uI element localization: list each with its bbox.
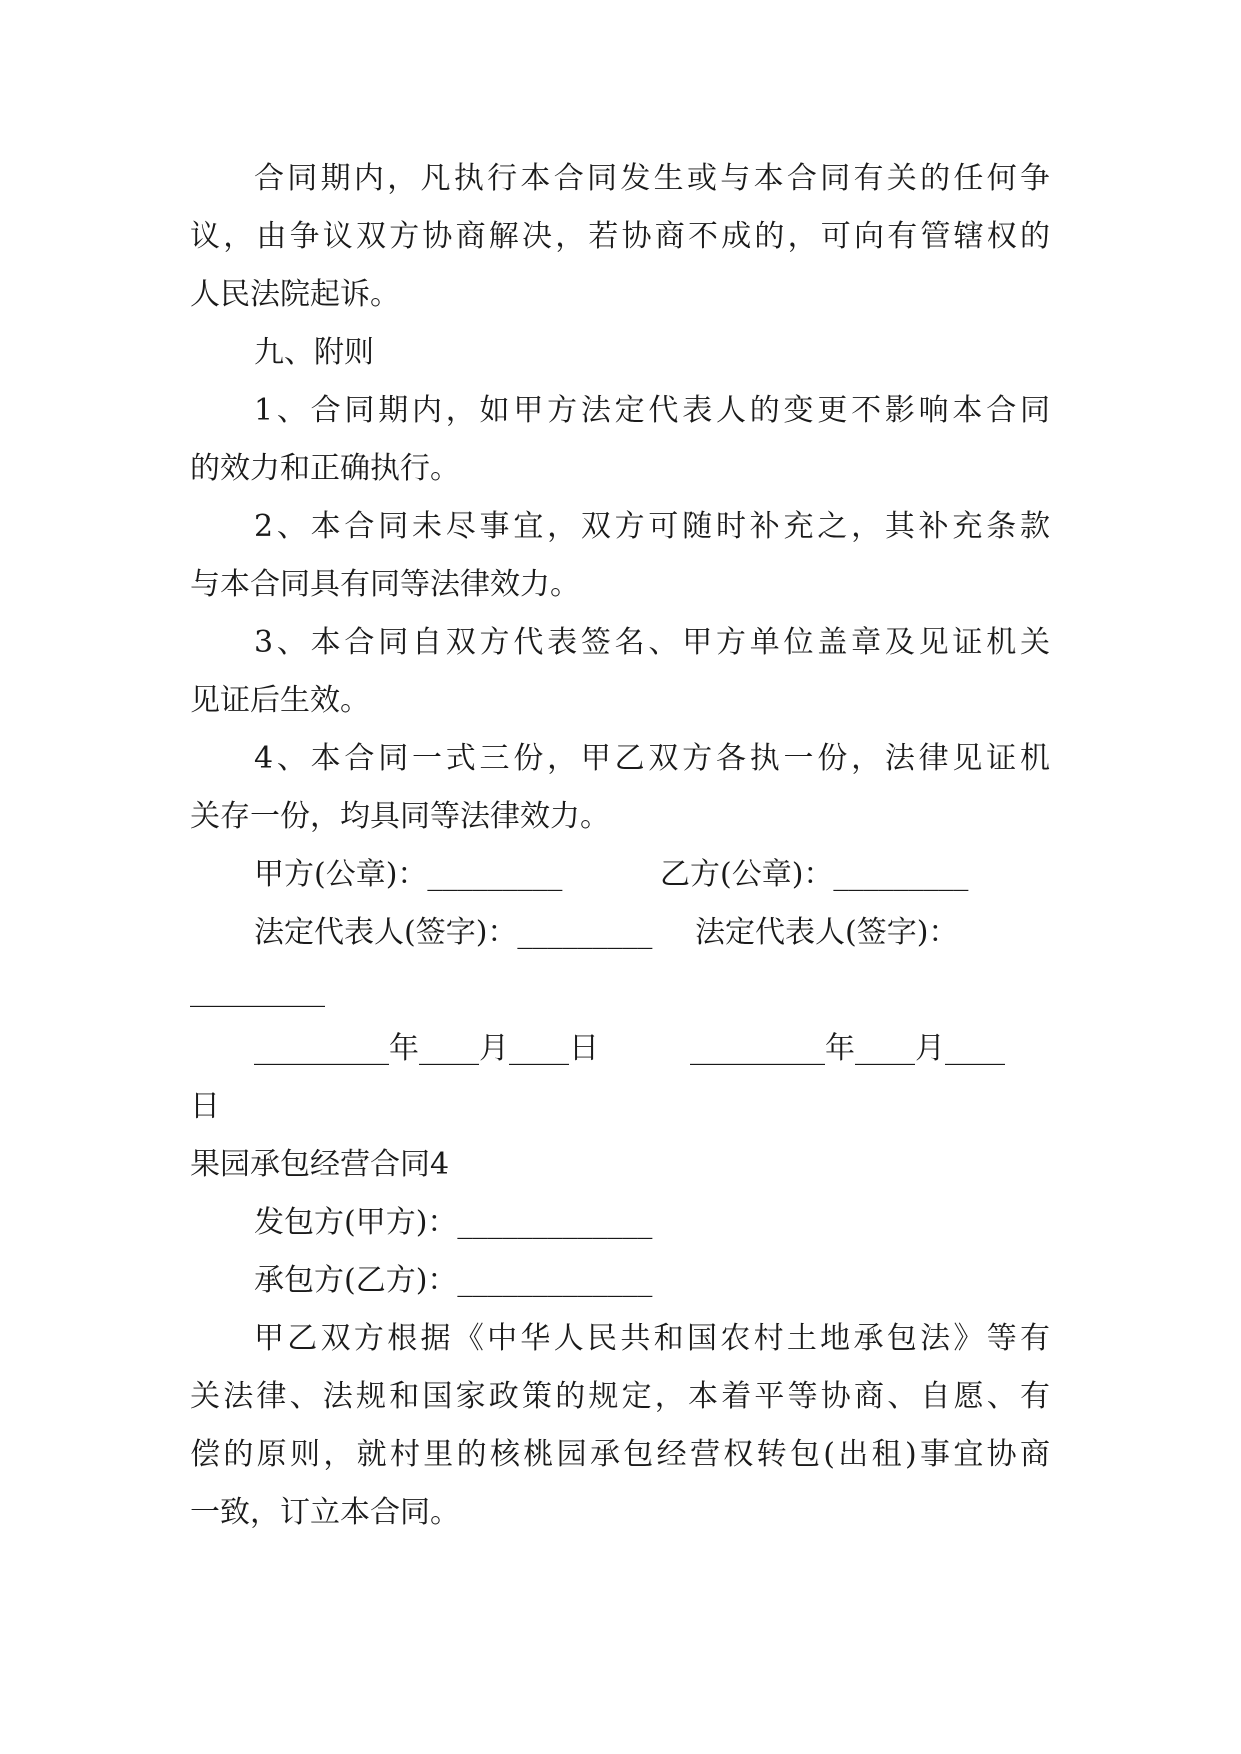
- dispute-paragraph-line-2: 议，由争议双方协商解决，若协商不成的，可向有管辖权的: [190, 219, 1050, 254]
- clause-4-line-1: 4、本合同一式三份，甲乙双方各执一份，法律见证机: [254, 741, 1050, 776]
- party-a-seal-field: 甲方(公章)：_________: [254, 857, 563, 892]
- issuer-field: 发包方(甲方)：_____________: [254, 1205, 653, 1240]
- clause-1-line-2: 的效力和正确执行。: [190, 451, 460, 486]
- date-row: [190, 1020, 1050, 1078]
- representative-row: [190, 904, 1050, 962]
- party-a-representative-field: 法定代表人(签字)：_________: [254, 915, 653, 950]
- section-heading: 九、附则: [254, 335, 374, 370]
- party-b-date-field: _________年____月____: [690, 1031, 1005, 1066]
- intro-paragraph-line-3: 偿的原则，就村里的核桃园承包经营权转包(出租)事宜协商: [190, 1437, 1050, 1472]
- clause-3-line-1: 3、本合同自双方代表签名、甲方单位盖章及见证机关: [254, 625, 1050, 660]
- contractor-field: 承包方(乙方)：_____________: [254, 1263, 653, 1298]
- dispute-paragraph-line-1: 合同期内，凡执行本合同发生或与本合同有关的任何争: [254, 161, 1050, 196]
- clause-1-line-1: 1、合同期内，如甲方法定代表人的变更不影响本合同: [254, 393, 1050, 428]
- intro-paragraph-line-2: 关法律、法规和国家政策的规定，本着平等协商、自愿、有: [190, 1379, 1050, 1414]
- clause-2-line-1: 2、本合同未尽事宜，双方可随时补充之，其补充条款: [254, 509, 1050, 544]
- intro-paragraph-line-4: 一致，订立本合同。: [190, 1495, 460, 1530]
- clause-3-line-2: 见证后生效。: [190, 683, 370, 718]
- intro-paragraph-line-1: 甲乙双方根据《中华人民共和国农村土地承包法》等有: [254, 1321, 1050, 1356]
- party-b-date-tail: 日: [190, 1089, 220, 1124]
- clause-2-line-2: 与本合同具有同等法律效力。: [190, 567, 580, 602]
- party-a-date-field: _________年____月____日: [254, 1031, 599, 1066]
- contract-4-title: 果园承包经营合同4: [190, 1147, 450, 1182]
- clause-4-line-2: 关存一份，均具同等法律效力。: [190, 799, 610, 834]
- document-body: [190, 150, 1050, 1542]
- party-b-seal-field: 乙方(公章)：_________: [660, 857, 969, 892]
- party-b-representative-field: 法定代表人(签字)：: [695, 915, 959, 950]
- seal-row: [190, 846, 1050, 904]
- dispute-paragraph-line-3: 人民法院起诉。: [190, 277, 400, 312]
- party-b-representative-blank: _________: [190, 973, 325, 1008]
